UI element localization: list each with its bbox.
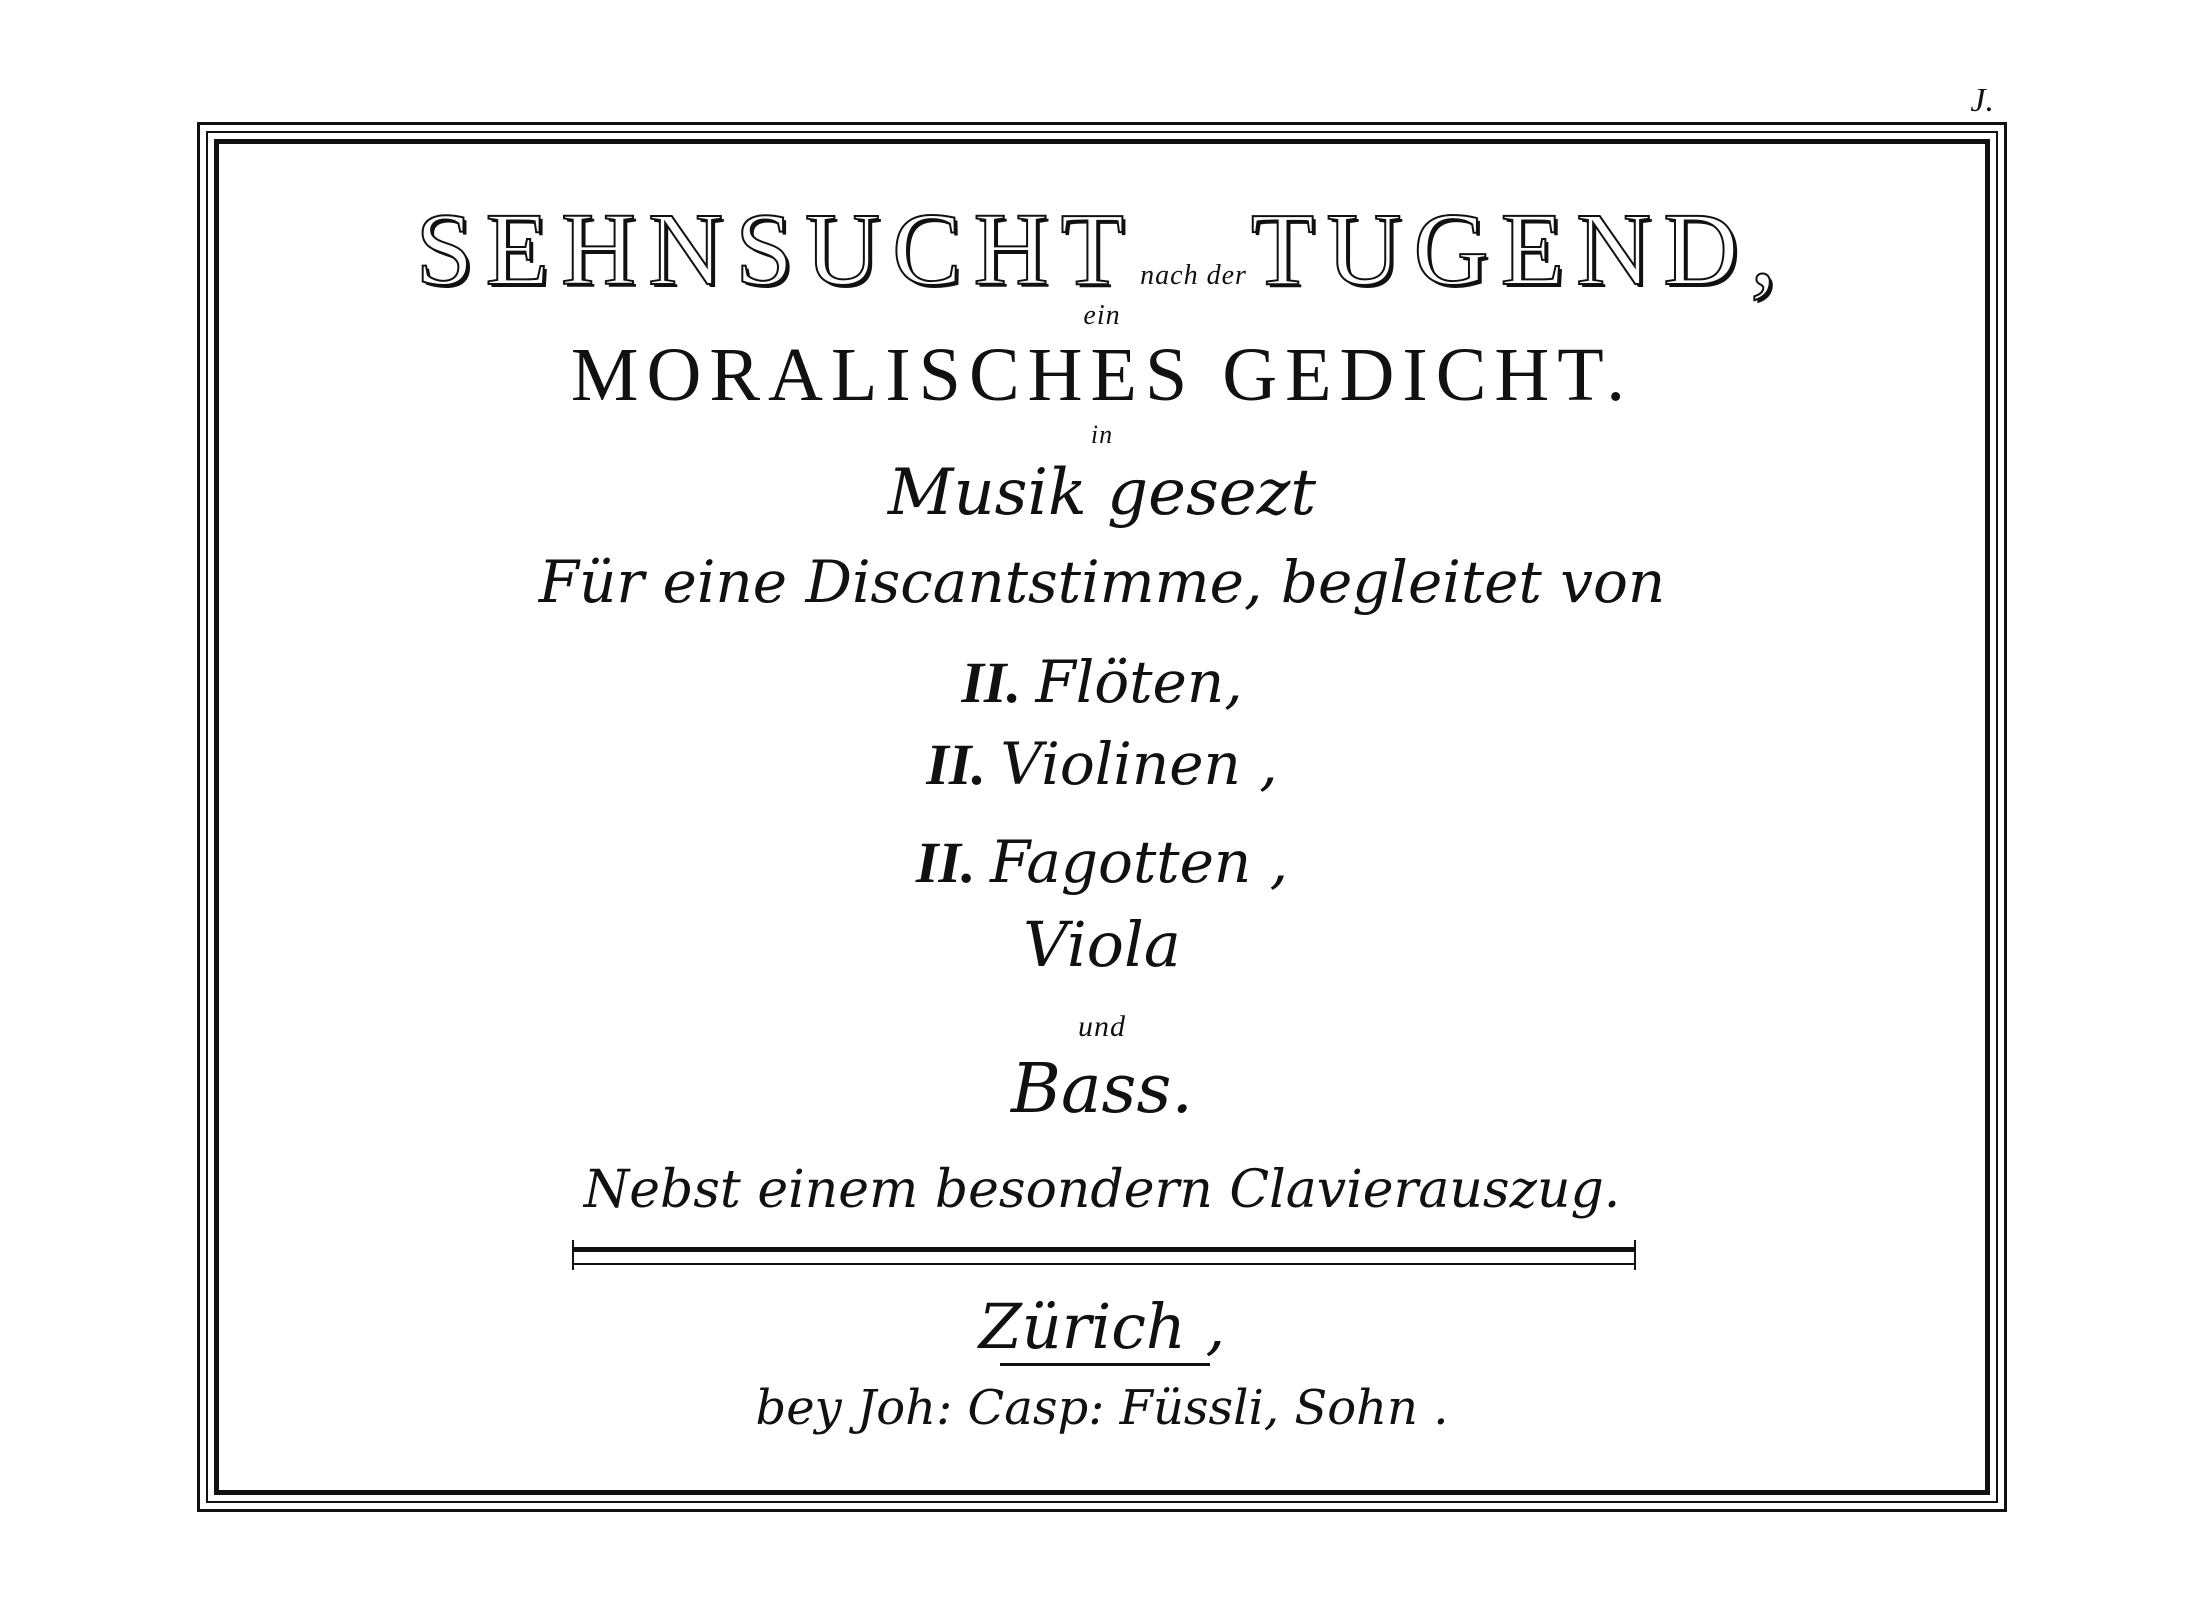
in-label: in <box>1090 420 1114 449</box>
und-label: und <box>1078 1010 1126 1043</box>
instrument-fagotten <box>214 828 1990 896</box>
instrument-name: Flöten, <box>1035 648 1243 716</box>
musik-line: Musik gesezt <box>887 456 1317 530</box>
imprint-city: Zürich , <box>978 1290 1226 1363</box>
title-word-sehnsucht: SEHNSUCHT <box>415 192 1137 307</box>
title-connector: nach der <box>1140 260 1247 291</box>
city-underline <box>1000 1363 1210 1366</box>
instrument-name: Fagotten , <box>990 828 1289 896</box>
page-number: J. <box>1970 82 1994 119</box>
fuer-line: Für eine Discantstimme, begleitet von <box>538 548 1666 616</box>
instrument-violinen <box>214 730 1990 798</box>
divider-thick <box>572 1247 1636 1252</box>
viola-line: Viola <box>1023 908 1181 981</box>
numeral: II. <box>926 732 986 797</box>
title-article: ein <box>1083 300 1121 331</box>
bass-line: Bass. <box>1011 1050 1193 1129</box>
title-word-tugend: TUGEND, <box>1250 192 1789 307</box>
numeral: II. <box>961 650 1021 715</box>
instrument-name: Violinen , <box>1000 730 1278 798</box>
divider-cap-left <box>572 1240 574 1270</box>
imprint-publisher: bey Joh: Casp: Füssli, Sohn . <box>755 1380 1449 1436</box>
instrument-floeten <box>214 648 1990 716</box>
nebst-line: Nebst einem besondern Clavierauszug. <box>583 1160 1621 1220</box>
divider-thin <box>572 1263 1636 1265</box>
numeral: II. <box>915 830 976 895</box>
subtitle: MORALISCHES GEDICHT. <box>570 333 1634 417</box>
title-line <box>214 190 1990 310</box>
divider-cap-right <box>1634 1240 1636 1270</box>
